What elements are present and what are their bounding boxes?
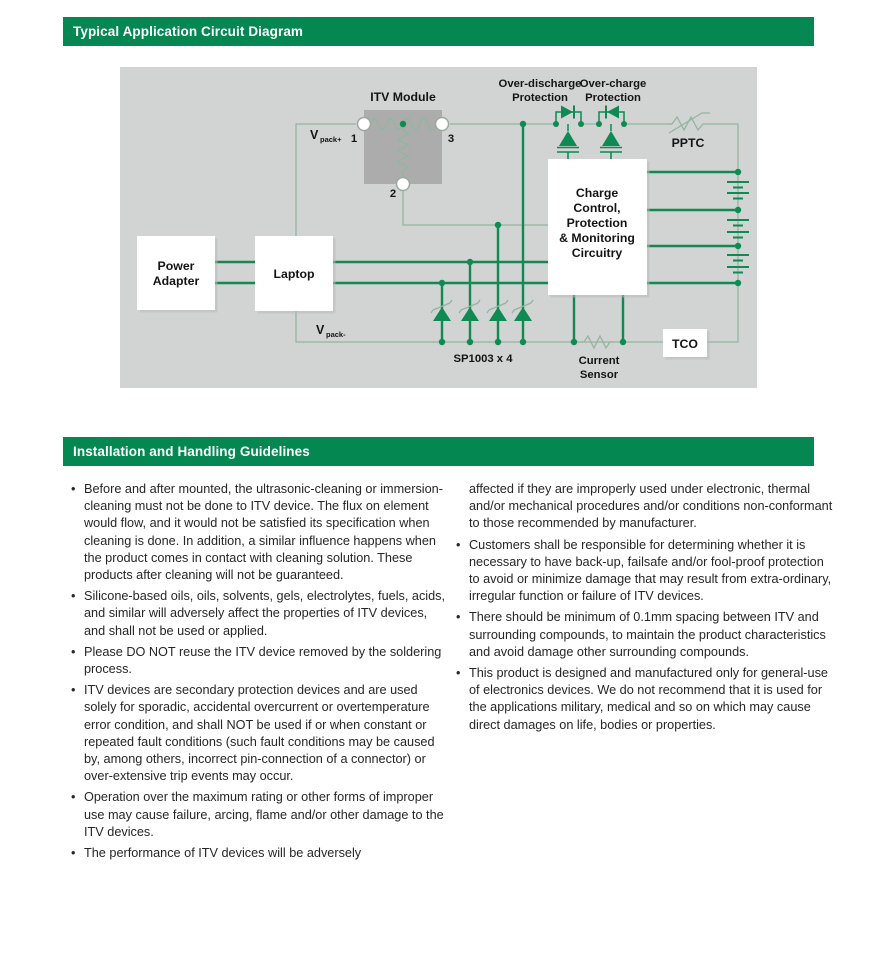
bullet-marker: • — [456, 610, 461, 625]
charge-control-line: Protection — [566, 216, 628, 230]
bullet-marker: • — [71, 589, 76, 604]
guideline-item-continuation — [456, 481, 834, 533]
bullet-marker: • — [456, 666, 461, 681]
section-title-circuit: Typical Application Circuit Diagram — [73, 24, 304, 39]
guideline-item — [71, 789, 449, 841]
pin-1-label: 1 — [350, 133, 358, 145]
vpack-plus-sub: pack+ — [320, 135, 342, 144]
bullet-marker: • — [71, 683, 76, 698]
guideline-item — [456, 609, 834, 661]
circuit-diagram-panel — [120, 67, 757, 388]
laptop-box — [255, 236, 336, 314]
section-title-guidelines: Installation and Handling Guidelines — [73, 444, 310, 459]
sp1003-label: SP1003 x 4 — [453, 353, 513, 365]
guideline-text: Operation over the maximum rating or other forms of improper use may cause failure, arcing, flame and/or other damage to the ITV devices. — [84, 790, 444, 839]
guidelines-body — [71, 481, 834, 866]
bullet-marker: • — [71, 644, 76, 659]
laptop-label: Laptop — [273, 267, 315, 281]
charge-control-line: Circuitry — [571, 246, 623, 260]
vpack-minus-label: V — [316, 323, 325, 337]
guideline-item — [71, 682, 449, 785]
guideline-text: Customers shall be responsible for determining whether it is necessary to have back-up, failsafe and/or fool-proof protection to avoid or minimize damage that may result from extra-ordinary, irregular function or failure of ITV devices. — [469, 537, 832, 604]
guideline-text: Before and after mounted, the ultrasonic-cleaning or immersion-cleaning must not be done to ITV device. The flux on element would flow, and it would not be satisfied its specification when cleaning is done. In addition, a similar influence happens when the product comes in contact with cleaning solution. These products after cleaning will not be guaranteed. — [84, 482, 443, 583]
charge-control-line: Charge — [575, 186, 619, 200]
guideline-item — [71, 588, 449, 640]
terminal-2 — [397, 178, 410, 191]
bullet-marker: • — [456, 537, 461, 552]
pin-2-label: 2 — [389, 188, 397, 200]
current-sensor-label-2: Sensor — [579, 369, 619, 381]
pptc-label: PPTC — [671, 136, 705, 150]
charge-control-line: & Monitoring — [559, 231, 635, 245]
bullet-marker: • — [71, 482, 76, 496]
section-header-circuit — [63, 17, 814, 46]
tco-box — [663, 329, 710, 360]
guideline-text: ITV devices are secondary protection devices and are used solely for sporadic, accidental overcurrent or overtemperature error condition, and shall NOT be used if or when constant or repeated fault conditions (such fault conditions may be caused by, among others, incorrect pin-connection of a connector) or over-extensive trip events may occur. — [84, 683, 435, 784]
bullet-marker: • — [71, 846, 76, 861]
guideline-text: Please DO NOT reuse the ITV device removed by the soldering process. — [84, 644, 442, 677]
guideline-item — [71, 481, 449, 584]
charge-control-box — [548, 159, 650, 298]
guideline-item — [456, 665, 834, 734]
sp1003-diodes — [431, 300, 533, 321]
over-charge-label-1: Over-charge — [579, 78, 647, 90]
section-header-guidelines — [63, 437, 814, 466]
power-adapter-box — [137, 236, 218, 313]
guidelines-left-column — [71, 481, 449, 866]
over-charge-label-2: Protection — [585, 92, 641, 104]
over-discharge-label-2: Protection — [512, 92, 568, 104]
guideline-text: This product is designed and manufactured only for general-use of electronics devices. We do not recommend that it is used for the applications military, medical and so on which may cause direct damages on life, bodies or properties. — [469, 666, 828, 732]
guidelines-right-column — [456, 481, 834, 866]
pin-3-label: 3 — [447, 133, 455, 145]
terminal-3 — [436, 118, 449, 131]
charge-control-line: Control, — [573, 201, 621, 215]
bullet-marker: • — [71, 790, 76, 805]
itv-module-label: ITV Module — [370, 90, 436, 104]
guideline-text: Silicone-based oils, oils, solvents, gels, electrolytes, fuels, acids, and similar will adversely affect the properties of ITV devices, and shall not be used or applied. — [84, 589, 446, 638]
current-sensor-label-1: Current — [578, 355, 620, 367]
terminal-1 — [358, 118, 371, 131]
mosfet-over-charge — [599, 106, 624, 161]
guideline-item — [71, 644, 449, 678]
guideline-item — [456, 537, 834, 606]
circuit-diagram — [120, 67, 757, 388]
mosfet-over-discharge — [556, 106, 581, 161]
over-discharge-label-1: Over-discharge — [498, 78, 582, 90]
pptc-resistor — [668, 113, 710, 133]
vpack-minus-sub: pack- — [326, 330, 346, 339]
guideline-item — [71, 845, 449, 862]
guideline-text: There should be minimum of 0.1mm spacing between ITV and surrounding compounds, to maintain the product characteristics and avoid damage other surrounding compounds. — [469, 610, 826, 659]
tco-label: TCO — [672, 337, 698, 351]
power-adapter-label-2: Adapter — [152, 274, 200, 288]
power-adapter-label-1: Power — [157, 259, 195, 273]
vpack-plus-label: V — [310, 128, 319, 142]
guideline-text: affected if they are improperly used under electronic, thermal and/or mechanical procedures and/or conditions non-conformant to those recommended by manufacturer. — [469, 482, 833, 531]
guideline-text: The performance of ITV devices will be adversely — [84, 846, 362, 861]
